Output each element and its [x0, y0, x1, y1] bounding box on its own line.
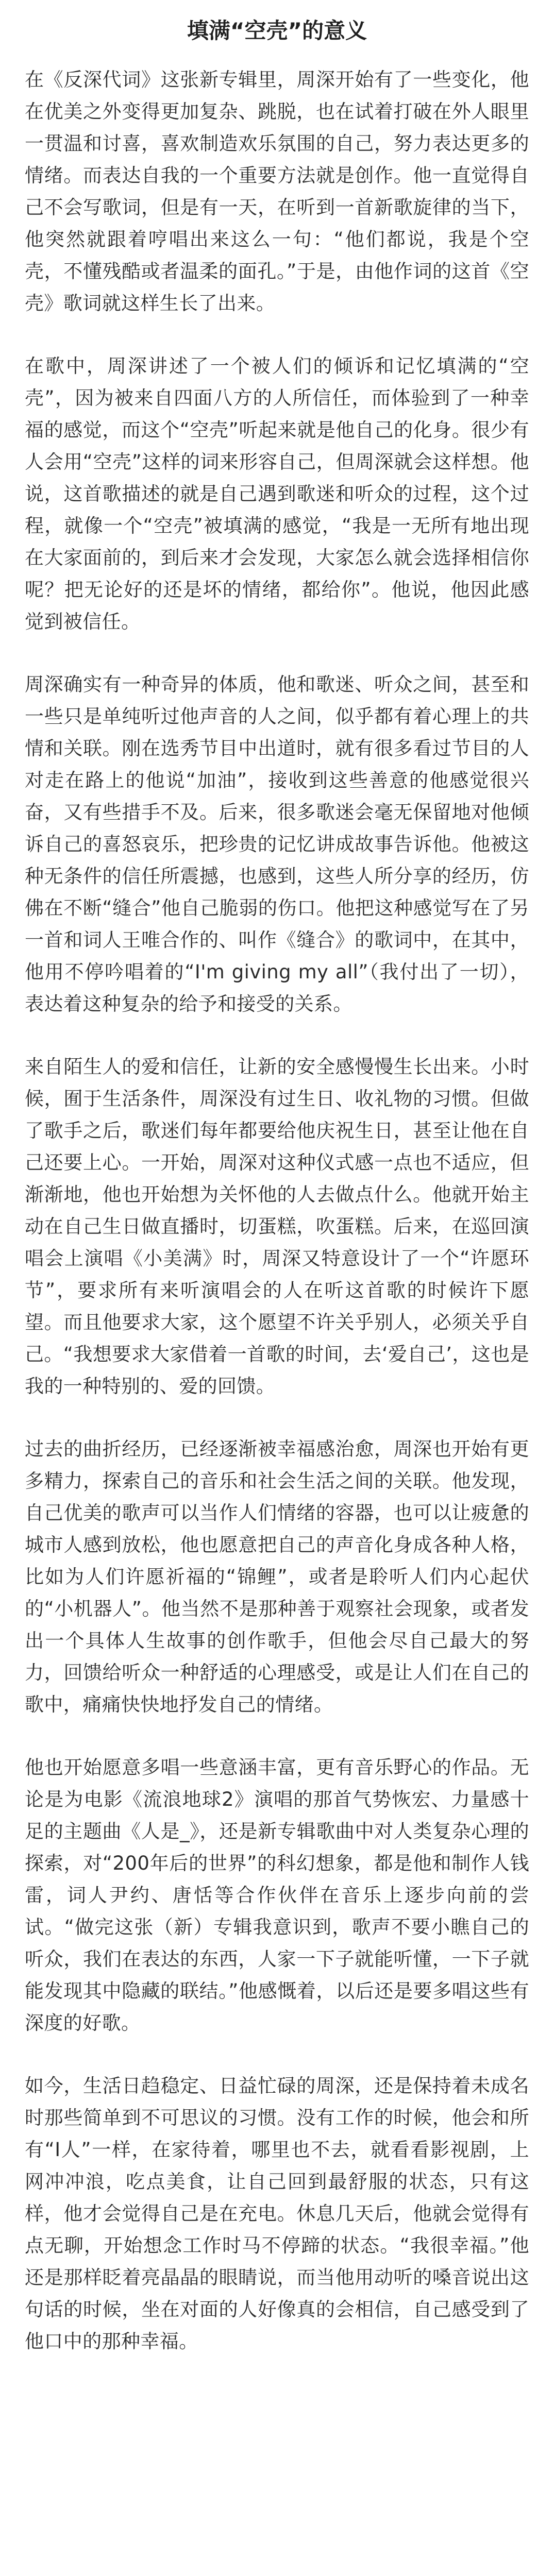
article-paragraph-2: 在歌中，周深讲述了一个被人们的倾诉和记忆填满的“空壳”，因为被来自四面八方的人所信任，而体验到了一种幸福的感觉，而这个“空壳”听起来就是他自己的化身。很少有人会用“空壳”这样的词来形容自己，但周深就会这样想。他说，这首歌描述的就是自己遇到歌迷和听众的过程，这个过程，就像一个“空壳”被填满的感觉，“我是一无所有地出现在大家面前的，到后来才会发现，大家怎么就会选择相信你呢？把无论好的还是坏的情绪，都给你”。他说，他因此感觉到被信任。 — [25, 355, 529, 633]
article-title: 填满“空壳”的意义 — [187, 18, 367, 43]
article-paragraph-7: 如今，生活日趋稳定、日益忙碌的周深，还是保持着未成名时那些简单到不可思议的习惯。没有工作的时候，他会和所有“I人”一样，在家待着，哪里也不去，就看看影视剧，上网冲冲浪，吃点美食，让自己回到最舒服的状态，只有这样，他才会觉得自己是在充电。休息几天后，他就会觉得有点无聊，开始想念工作时马不停蹄的状态。“我很幸福。”他还是那样眨着亮晶晶的眼睛说，而当他用动听的嗓音说出这句话的时候，坐在对面的人好像真的会相信，自己感受到了他口中的那种幸福。 — [25, 2075, 529, 2352]
article-paragraph-4: 来自陌生人的爱和信任，让新的安全感慢慢生长出来。小时候，囿于生活条件，周深没有过生日、收礼物的习惯。但做了歌手之后，歌迷们每年都要给他庆祝生日，甚至让他在自己还要上心。一开始，周深对这种仪式感一点也不适应，但渐渐地，他也开始想为关怀他的人去做点什么。他就开始主动在自己生日做直播时，切蛋糕，吹蛋糕。后来，在巡回演唱会上演唱《小美满》时，周深又特意设计了一个“许愿环节”，要求所有来听演唱会的人在听这首歌的时候许下愿望。而且他要求大家，这个愿望不许关乎别人，必须关乎自己。“我想要求大家借着一首歌的时间，去‘爱自己’，这也是我的一种特别的、爱的回馈。 — [25, 1056, 529, 1397]
article-paragraph-5: 过去的曲折经历，已经逐渐被幸福感治愈，周深也开始有更多精力，探索自己的音乐和社会生活之间的关联。他发现，自己优美的歌声可以当作人们情绪的容器，也可以让疲惫的城市人感到放松，他也愿意把自己的声音化身成各种人格，比如为人们许愿祈福的“锦鲤”，或者是聆听人们内心起伏的“小机器人”。他当然不是那种善于观察社会现象，或者发出一个具体人生故事的创作歌手，但他会尽自己最大的努力，回馈给听众一种舒适的心理感受，或是让人们在自己的歌中，痛痛快快地抒发自己的情绪。 — [25, 1438, 529, 1716]
article-paragraph-3: 周深确实有一种奇异的体质，他和歌迷、听众之间，甚至和一些只是单纯听过他声音的人之间，似乎都有着心理上的共情和关联。刚在选秀节目中出道时，就有很多看过节目的人对走在路上的他说“加油”，接收到这些善意的他感觉很兴奋，又有些措手不及。后来，很多歌迷会毫无保留地对他倾诉自己的喜怒哀乐，把珍贵的记忆讲成故事告诉他。他被这种无条件的信任所震撼，也感到，这些人所分享的经历，仿佛在不断“缝合”他自己脆弱的伤口。他把这种感觉写在了另一首和词人王唯合作的、叫作《缝合》的歌词中，在其中，他用不停吟唱着的“I'm giving my all”（我付出了一切），表达着这种复杂的给予和接受的关系。 — [25, 673, 529, 1015]
article-paragraph-6: 他也开始愿意多唱一些意涵丰富，更有音乐野心的作品。无论是为电影《流浪地球2》演唱的那首气势恢宏、力量感十足的主题曲《人是_》，还是新专辑歌曲中对人类复杂心理的探索，对“200年后的世界”的科幻想象，都是他和制作人钱雷，词人尹约、唐恬等合作伙伴在音乐上逐步向前的尝试。“做完这张（新）专辑我意识到，歌声不要小瞧自己的听众，我们在表达的东西，人家一下子就能听懂，一下子就能发现其中隐藏的联结。”他感慨着，以后还是要多唱这些有深度的好歌。 — [25, 1756, 529, 2034]
article-paragraph-1: 在《反深代词》这张新专辑里，周深开始有了一些变化，他在优美之外变得更加复杂、跳脱，也在试着打破在外人眼里一贯温和讨喜，喜欢制造欢乐氛围的自己，努力表达更多的情绪。而表达自我的一个重要方法就是创作。他一直觉得自己不会写歌词，但是有一天，在听到一首新歌旋律的当下，他突然就跟着哼唱出来这么一句：“他们都说，我是个空壳，不懂残酷或者温柔的面孔。”于是，由他作词的这首《空壳》歌词就这样生长了出来。 — [25, 69, 529, 314]
